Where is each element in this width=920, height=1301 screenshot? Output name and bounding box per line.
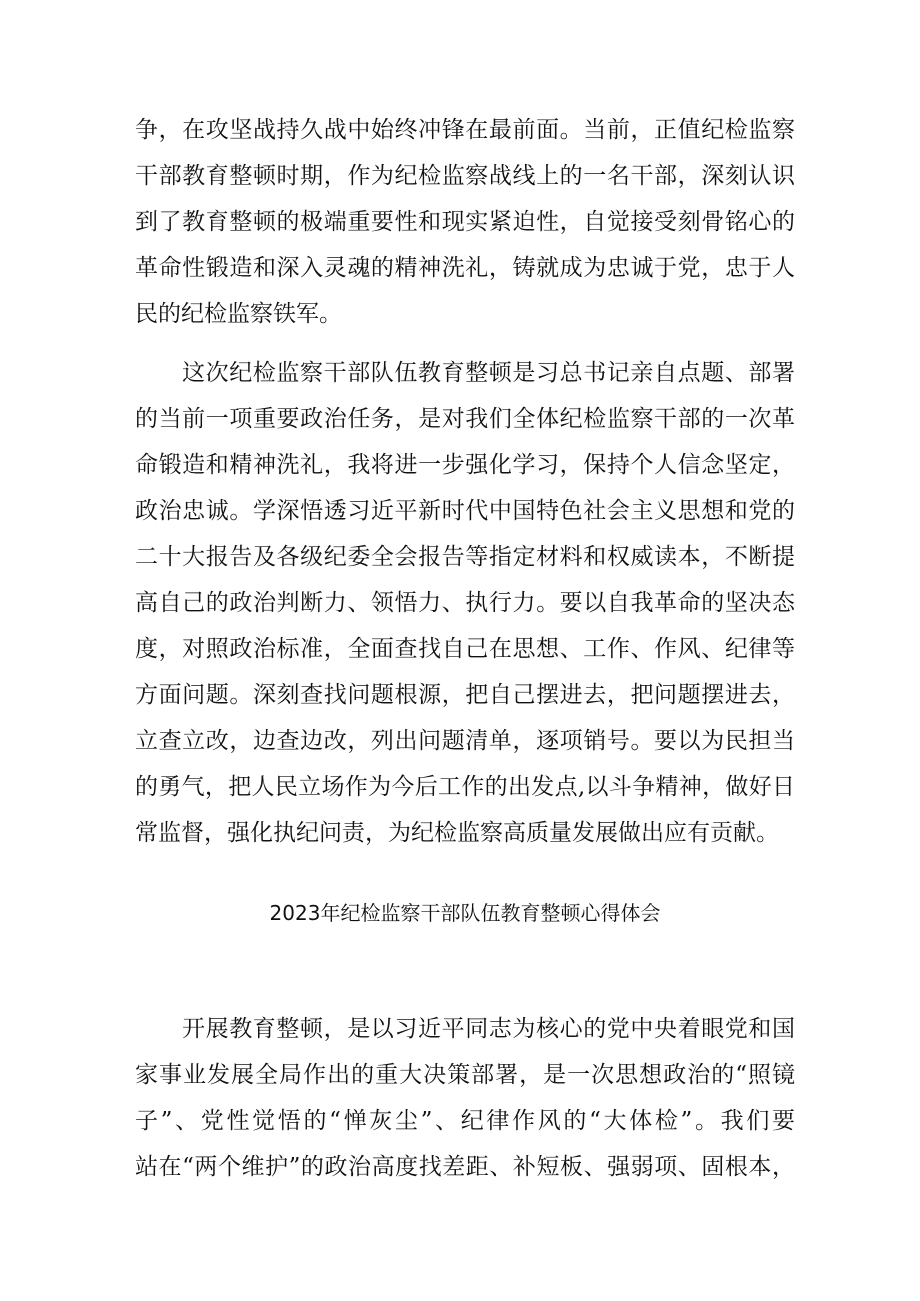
text-line: 家事业发展全局作出的重大决策部署，是一次思想政治的“照镜 xyxy=(135,1062,795,1088)
text-line: 干部教育整顿时期，作为纪检监察战线上的一名干部，深刻认识 xyxy=(135,163,795,189)
text-line: 政治忠诚。学深悟透习近平新时代中国特色社会主义思想和党的 xyxy=(135,498,795,524)
section-title: 2023年纪检监察干部队伍教育整顿心得体会 xyxy=(269,901,661,925)
text-line: 开展教育整顿，是以习近平同志为核心的党中央着眼党和国 xyxy=(182,1016,795,1042)
text-line: 命锻造和精神洗礼，我将进一步强化学习，保持个人信念坚定， xyxy=(135,452,795,478)
text-line: 站在“两个维护”的政治高度找差距、补短板、强弱项、固根本， xyxy=(135,1154,795,1180)
text-line: 到了教育整顿的极端重要性和现实紧迫性，自觉接受刻骨铭心的 xyxy=(135,209,795,235)
paragraph-1 xyxy=(135,107,795,337)
text-line: 方面问题。深刻查找问题根源，把自己摆进去，把问题摆进去， xyxy=(135,682,795,708)
text-line: 常监督，强化执纪问责，为纪检监察高质量发展做出应有贡献。 xyxy=(135,820,779,846)
text-line: 高自己的政治判断力、领悟力、执行力。要以自我革命的坚决态 xyxy=(135,590,795,616)
paragraph-3 xyxy=(135,1006,795,1190)
text-line: 立查立改，边查边改，列出问题清单，逐项销号。要以为民担当 xyxy=(135,728,795,754)
text-line: 二十大报告及各级纪委全会报告等指定材料和权威读本，不断提 xyxy=(135,544,795,570)
text-line: 争，在攻坚战持久战中始终冲锋在最前面。当前，正值纪检监察 xyxy=(135,117,795,143)
text-line: 的勇气，把人民立场作为今后工作的出发点,以斗争精神，做好日 xyxy=(135,774,795,800)
text-line: 子”、党性觉悟的“惮灰尘”、纪律作风的“大体检”。我们要 xyxy=(135,1108,795,1134)
text-line: 这次纪检监察干部队伍教育整顿是习总书记亲自点题、部署 xyxy=(182,360,795,386)
text-line: 的当前一项重要政治任务，是对我们全体纪检监察干部的一次革 xyxy=(135,406,795,432)
paragraph-2 xyxy=(135,350,795,856)
text-line: 民的纪检监察铁军。 xyxy=(135,301,342,327)
text-line: 革命性锻造和深入灵魂的精神洗礼，铸就成为忠诚于党，忠于人 xyxy=(135,255,795,281)
text-line: 度，对照政治标准，全面查找自己在思想、工作、作风、纪律等 xyxy=(135,636,795,662)
